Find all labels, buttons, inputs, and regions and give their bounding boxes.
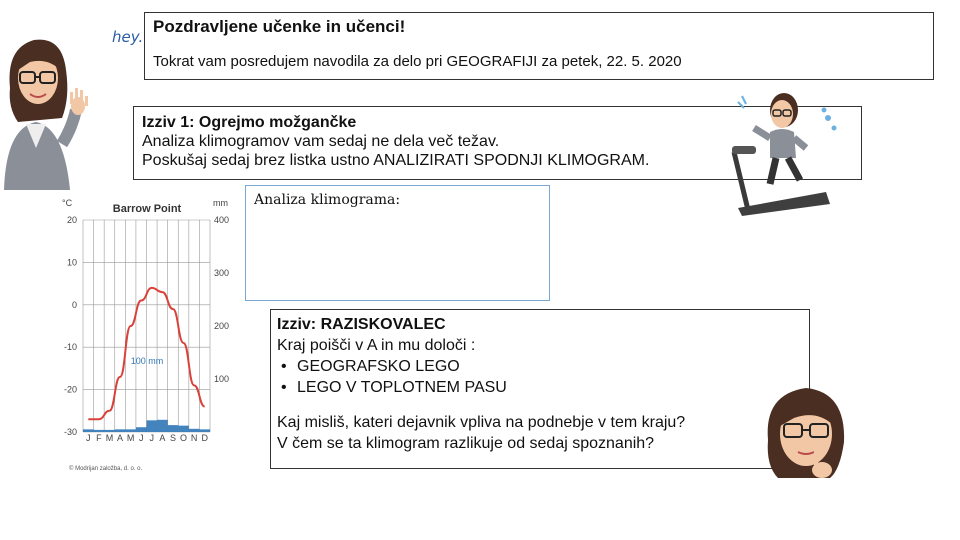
precip-bar [83,429,94,432]
month-labels [86,433,208,443]
teacher-waving-avatar-icon [0,18,100,190]
page-title: Pozdravljene učenke in učenci! [153,17,406,36]
precip-bars [83,420,210,432]
chart-copyright: © Modrijan založba, d. o. o. [69,466,143,472]
right-tick-label: 400 [214,215,230,225]
chart-grid [83,220,210,432]
climograph-svg [55,192,245,482]
task2-bullet-list [277,356,803,398]
left-tick-label: 0 [71,299,77,310]
right-tick-label: 100 [214,374,230,384]
month-label: J [138,433,144,443]
hey-label: hey. [112,28,144,46]
precip-bar [94,430,105,432]
right-unit-label: mm [213,198,228,208]
page-subtitle: Tokrat vam posredujem navodila za delo pri GEOGRAFIJI za petek, 22. 5. 2020 [153,53,682,70]
left-tick-label: -30 [63,427,77,437]
month-label: M [105,433,114,443]
teacher-treadmill-avatar-icon [730,88,842,216]
month-label: J [149,433,155,443]
chart-title: Barrow Point [112,203,182,215]
right-tick-label: 300 [214,268,230,278]
task1-line1: Analiza klimogramov vam sedaj ne dela več težav. [142,133,500,150]
month-label: D [201,433,208,443]
precip-bar [199,429,210,432]
bullet-text: GEOGRAFSKO LEGO [297,358,460,375]
precip-bar [189,429,200,432]
precip-bar [125,429,136,432]
precip-bar [157,420,168,432]
analysis-label: Analiza klimograma: [254,192,401,208]
right-tick-label: 200 [214,321,230,331]
task2-question2: V čem se ta klimogram razlikuje od sedaj spoznanih? [277,435,655,452]
list-item: • LEGO V TOPLOTNEM PASU [281,379,507,396]
task2-question1: Kaj misliš, kateri dejavnik vpliva na podnebje v tem kraju? [277,414,686,431]
task2-title: Izziv: RAZISKOVALEC [277,316,446,333]
month-label: A [117,433,124,443]
precip-bar [178,426,189,432]
precip-annotation: 100 mm [130,356,164,366]
month-label: F [96,433,102,443]
teacher-thinking-avatar-icon [760,380,852,480]
precip-bar [104,430,115,432]
left-tick-label: 20 [66,215,77,225]
month-label: N [190,433,198,443]
precip-bar [136,427,147,432]
month-label: A [159,433,166,443]
month-label: S [169,433,176,443]
task2-box [270,309,810,469]
precip-bar [115,429,126,432]
task1-line2: Poskušaj sedaj brez listka ustno ANALIZIRATI SPODNJI KLIMOGRAM. [142,152,650,169]
climograph-chart [55,192,245,482]
precip-bar [147,420,158,432]
month-label: O [180,433,188,443]
left-tick-label: -10 [63,342,77,353]
bullet-text: LEGO V TOPLOTNEM PASU [297,379,507,396]
left-tick-label: 10 [66,257,77,268]
task1-title: Izziv 1: Ogrejmo možgančke [142,114,357,131]
month-label: M [126,433,135,443]
month-label: J [86,433,91,443]
left-tick-label: -20 [63,384,77,395]
precip-bar [168,425,179,432]
title-box [144,12,934,80]
list-item: • GEOGRAFSKO LEGO [281,358,460,375]
analysis-box[interactable] [245,185,550,301]
task2-intro: Kraj poišči v A in mu določi : [277,337,476,354]
left-unit-label: °C [62,198,73,208]
